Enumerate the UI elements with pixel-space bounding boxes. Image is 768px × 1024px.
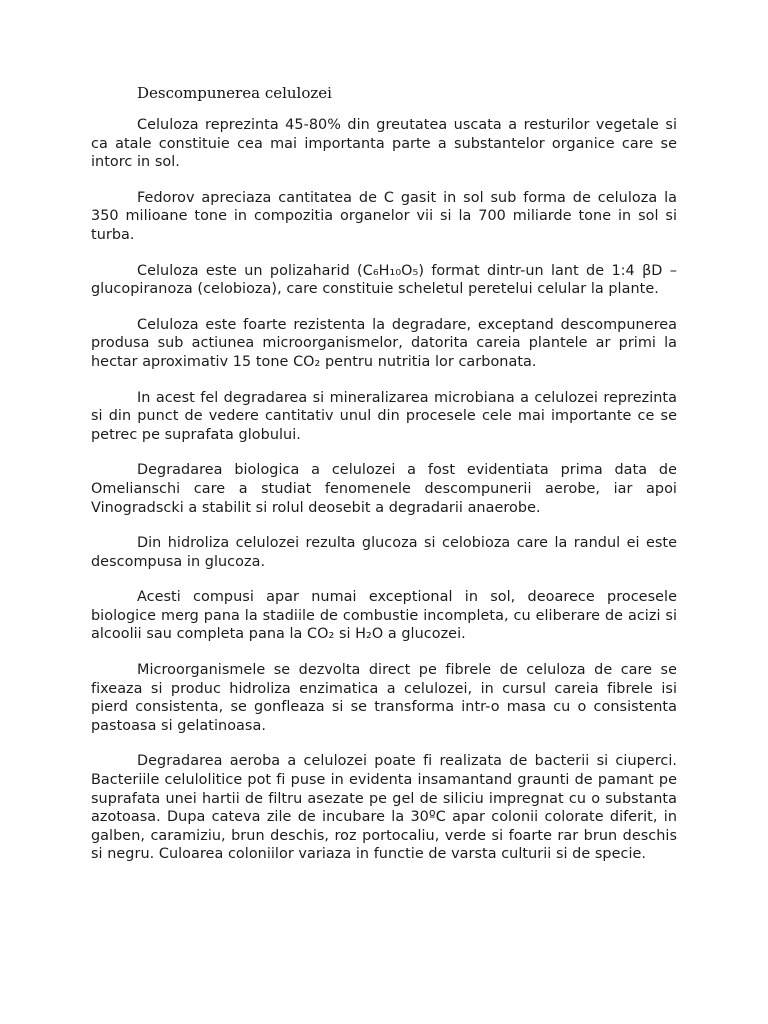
paragraph-6: Degradarea biologica a celulozei a fost evidentiata prima data de Omelianschi care a studiat fenomenele descompunerii aerobe, iar apoi Vinogradscki a stabilit si rolul deosebit a degradarii anaerobe.	[91, 462, 677, 516]
document-body	[91, 84, 677, 881]
paragraph-2: Fedorov apreciaza cantitatea de C gasit in sol sub forma de celuloza la 350 milioane tone in compozitia organelor vii si la 700 miliarde tone in sol si turba.	[91, 189, 677, 243]
paragraph-10: Degradarea aeroba a celulozei poate fi realizata de bacterii si ciuperci. Bacteriile celulolitice pot fi puse in evidenta insamantand graunti de pamant pe suprafata unei hartii de filtru asezate pe gel de siliciu impregnat cu o substanta azotoasa. Dupa cateva zile de incubare la 30ºC apar colonii colorate diferit, in galben, caramiziu, brun deschis, roz portocaliu, verde si foarte rar brun deschis si negru. Culoarea coloniilor variaza in functie de varsta culturii si de specie.	[91, 753, 677, 863]
paragraph-7: Din hidroliza celulozei rezulta glucoza si celobioza care la randul ei este descompusa in glucoza.	[91, 535, 677, 570]
paragraph-3: Celuloza este un polizaharid (C₆H₁₀O₅) format dintr-un lant de 1:4 βD – glucopiranoza (celobioza), care constituie scheletul peretelui celular la plante.	[91, 262, 677, 298]
paragraph-1: Celuloza reprezinta 45-80% din greutatea uscata a resturilor vegetale si ca atale constituie cea mai importanta parte a substantelor organice care se intorc in sol.	[91, 117, 677, 171]
paragraph-9: Microorganismele se dezvolta direct pe fibrele de celuloza de care se fixeaza si produc hidroliza enzimatica a celulozei, in cursul careia fibrele isi pierd consistenta, se gonfleaza si se transforma intr-o masa cu o consistenta pastoasa si gelatinoasa.	[91, 662, 677, 734]
document-title: Descompunerea celulozei	[137, 84, 332, 102]
paragraph-8: Acesti compusi apar numai exceptional in sol, deoarece procesele biologice merg pana la stadiile de combustie incompleta, cu eliberare de acizi si alcoolii sau completa pana la CO₂ si H₂O a glucozei.	[91, 589, 677, 643]
paragraph-4: Celuloza este foarte rezistenta la degradare, exceptand descompunerea produsa sub actiunea microorganismelor, datorita careia plantele ar primi la hectar aproximativ 15 tone CO₂ pentru nutritia lor carbonata.	[91, 316, 677, 370]
paragraph-5: In acest fel degradarea si mineralizarea microbiana a celulozei reprezinta si din punct de vedere cantitativ unul din procesele cele mai importante ce se petrec pe suprafata globului.	[91, 389, 677, 443]
